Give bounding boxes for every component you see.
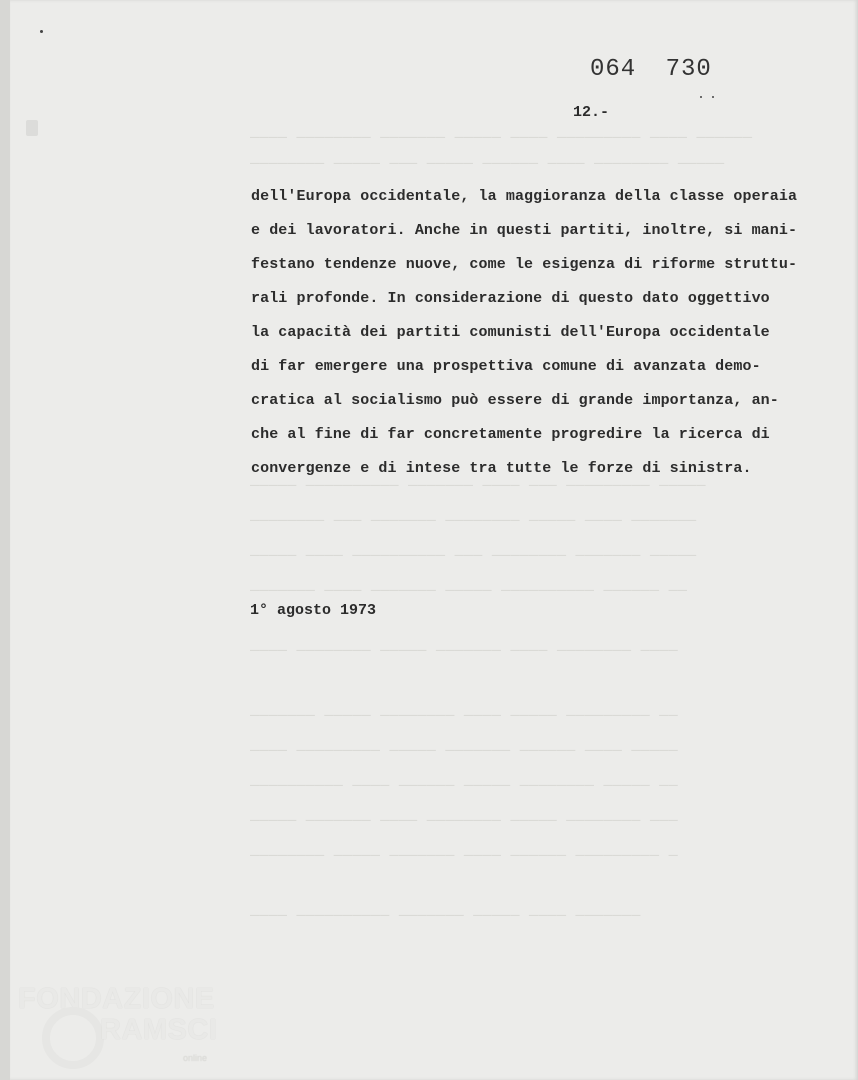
archive-number: 064 730 bbox=[590, 56, 712, 83]
paper-mark bbox=[26, 120, 38, 136]
speck bbox=[700, 96, 702, 98]
text-line: che al fine di far concretamente progredire la ricerca di bbox=[251, 426, 770, 443]
speck bbox=[40, 30, 43, 33]
text-line: e dei lavoratori. Anche in questi partiti, inoltre, si mani- bbox=[251, 222, 798, 239]
watermark-line1: FONDAZIONE bbox=[18, 983, 215, 1015]
document-page bbox=[10, 0, 858, 1080]
text-line: cratica al socialismo può essere di grande importanza, an- bbox=[251, 392, 779, 409]
document-date: 1° agosto 1973 bbox=[250, 602, 377, 619]
bleed-through: ──────── ───── ─── ───── ────── ──── ──────── ───── bbox=[250, 156, 725, 173]
text-line: di far emergere una prospettiva comune di avanzata demo- bbox=[251, 358, 761, 375]
text-line: convergenze e di intese tra tutte le forze di sinistra. bbox=[251, 460, 752, 477]
speck bbox=[712, 96, 714, 98]
text-line: rali profonde. In considerazione di questo dato oggettivo bbox=[251, 290, 770, 307]
bleed-through: ──── ───────── ───── ─────── ────── ──── ───── bbox=[250, 743, 678, 760]
bleed-through: ──── ──────── ───── ─────── ──── ──────── ──── bbox=[250, 643, 678, 660]
watermark-line3: online bbox=[183, 1053, 208, 1063]
bleed-through: ──── ────────── ─────── ───── ──── ─────── bbox=[250, 908, 641, 925]
bleed-through: ──────── ───── ─────── ──── ────── ───────── ─ bbox=[250, 848, 678, 865]
fondazione-gramsci-watermark bbox=[18, 983, 238, 1078]
text-line: festano tendenze nuove, come le esigenza di riforme struttu- bbox=[251, 256, 798, 273]
text-line: dell'Europa occidentale, la maggioranza della classe operaia bbox=[251, 188, 798, 205]
bleed-through: ─────── ──── ─────── ───── ────────── ────── ── bbox=[250, 583, 688, 600]
bleed-through: ─────── ───── ──────── ──── ───── ───────── ── bbox=[250, 708, 678, 725]
bleed-through: ───── ────────── ─────── ──── ─── ───────── ───── bbox=[250, 478, 706, 495]
body-text bbox=[251, 180, 851, 486]
watermark-g-logo-icon bbox=[42, 1007, 104, 1069]
watermark-line2: RAMSCI bbox=[100, 1014, 218, 1046]
bleed-through: ────────── ──── ────── ───── ──────── ───── ── bbox=[250, 778, 678, 795]
bleed-through: ───── ─────── ──── ──────── ───── ──────── ─── bbox=[250, 813, 678, 830]
bleed-through: ──── ──────── ─────── ───── ──── ───────── ──── ────── bbox=[250, 130, 753, 147]
bleed-through: ──────── ─── ─────── ──────── ───── ──── ─────── bbox=[250, 513, 697, 530]
text-line: la capacità dei partiti comunisti dell'Europa occidentale bbox=[251, 324, 770, 341]
bleed-through: ───── ──── ────────── ─── ──────── ─────── ───── bbox=[250, 548, 697, 565]
page-number: 12.- bbox=[573, 104, 610, 121]
